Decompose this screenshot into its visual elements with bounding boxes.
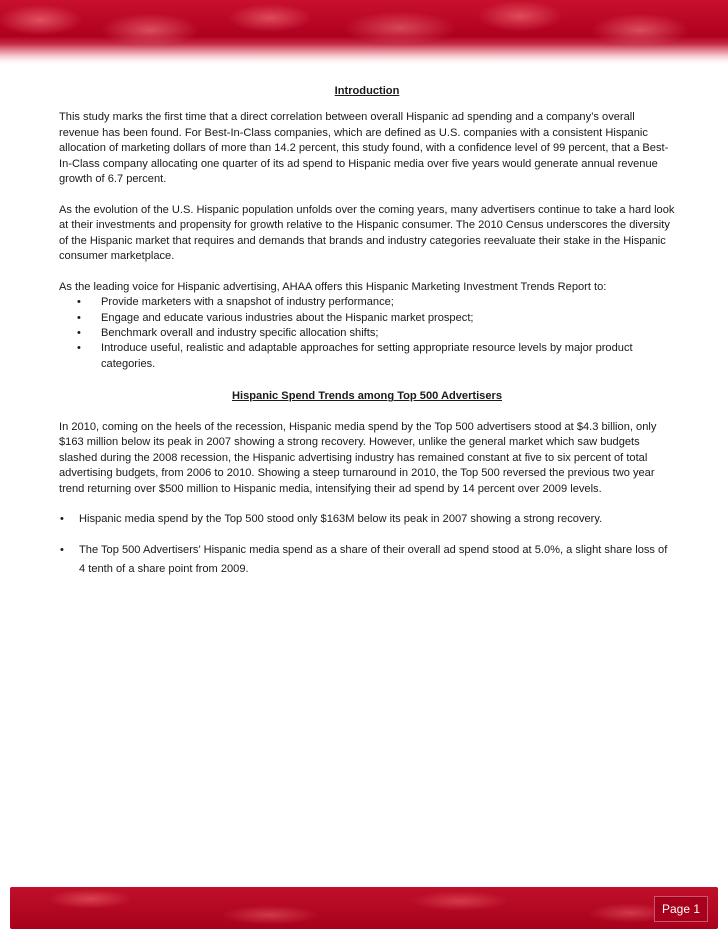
intro-heading: Introduction	[334, 85, 400, 97]
intro-paragraph-1: This study marks the first time that a direct correlation between overall Hispanic ad spending and a company’s overall revenue has been found. For Best-In-Class companies, which are defined as U.S. companies with a consistent Hispanic allocation of marketing dollars of more than 14.2 percent, this study found, with a confidence level of 99 percent, that a Best-In-Class company allocating one quarter of its ad spend to Hispanic media over five years would generate annual revenue growth of 6.7 percent.	[59, 111, 669, 186]
footer-bar	[10, 887, 718, 929]
trends-paragraph: In 2010, coming on the heels of the recession, Hispanic media spend by the Top 500 advertisers stood at $4.3 billion, only $163 million below its peak in 2007 showing a strong recovery. However, unlike the general market which saw budgets slashed during the 2008 recession, the Hispanic advertising industry has remained constant at five to six percent of total advertising budgets, from 2006 to 2010. Showing a steep turnaround in 2010, the Top 500 reversed the previous two year trend returning over $500 million to Hispanic media, intensifying their ad spend by 14 percent over 2009 levels.	[59, 421, 657, 495]
list-item: • Engage and educate various industries about the Hispanic market prospect;	[59, 311, 675, 326]
trends-heading: Hispanic Spend Trends among Top 500 Advertisers	[231, 390, 503, 403]
page-number: Page 1	[654, 896, 708, 922]
intro-bullet-list	[59, 295, 675, 372]
list-item: • Benchmark overall and industry specific allocation shifts;	[59, 326, 675, 341]
intro-paragraph-2: As the evolution of the U.S. Hispanic population unfolds over the coming years, many advertisers continue to take a hard look at their investments and propensity for growth relative to the Hispanic consumer. The 2010 Census underscores the diversity of the Hispanic market that requires and demands that brands and industry categories reevaluate their stake in the Hispanic consumer marketplace.	[59, 203, 675, 263]
document-body	[59, 84, 675, 579]
list-item: • Provide marketers with a snapshot of industry performance;	[59, 295, 675, 310]
header-banner	[0, 0, 728, 66]
intro-paragraph-3: As the leading voice for Hispanic advertising, AHAA offers this Hispanic Marketing Investment Trends Report to:	[59, 280, 607, 293]
list-item: • Introduce useful, realistic and adaptable approaches for setting appropriate resource levels by major product categories.	[59, 341, 675, 372]
list-item: • Hispanic media spend by the Top 500 stood only $163M below its peak in 2007 showing a strong recovery.	[59, 512, 675, 527]
list-item: • The Top 500 Advertisers’ Hispanic media spend as a share of their overall ad spend stood at 5.0%, a slight share loss of 4 tenth of a share point from 2009.	[59, 541, 675, 579]
